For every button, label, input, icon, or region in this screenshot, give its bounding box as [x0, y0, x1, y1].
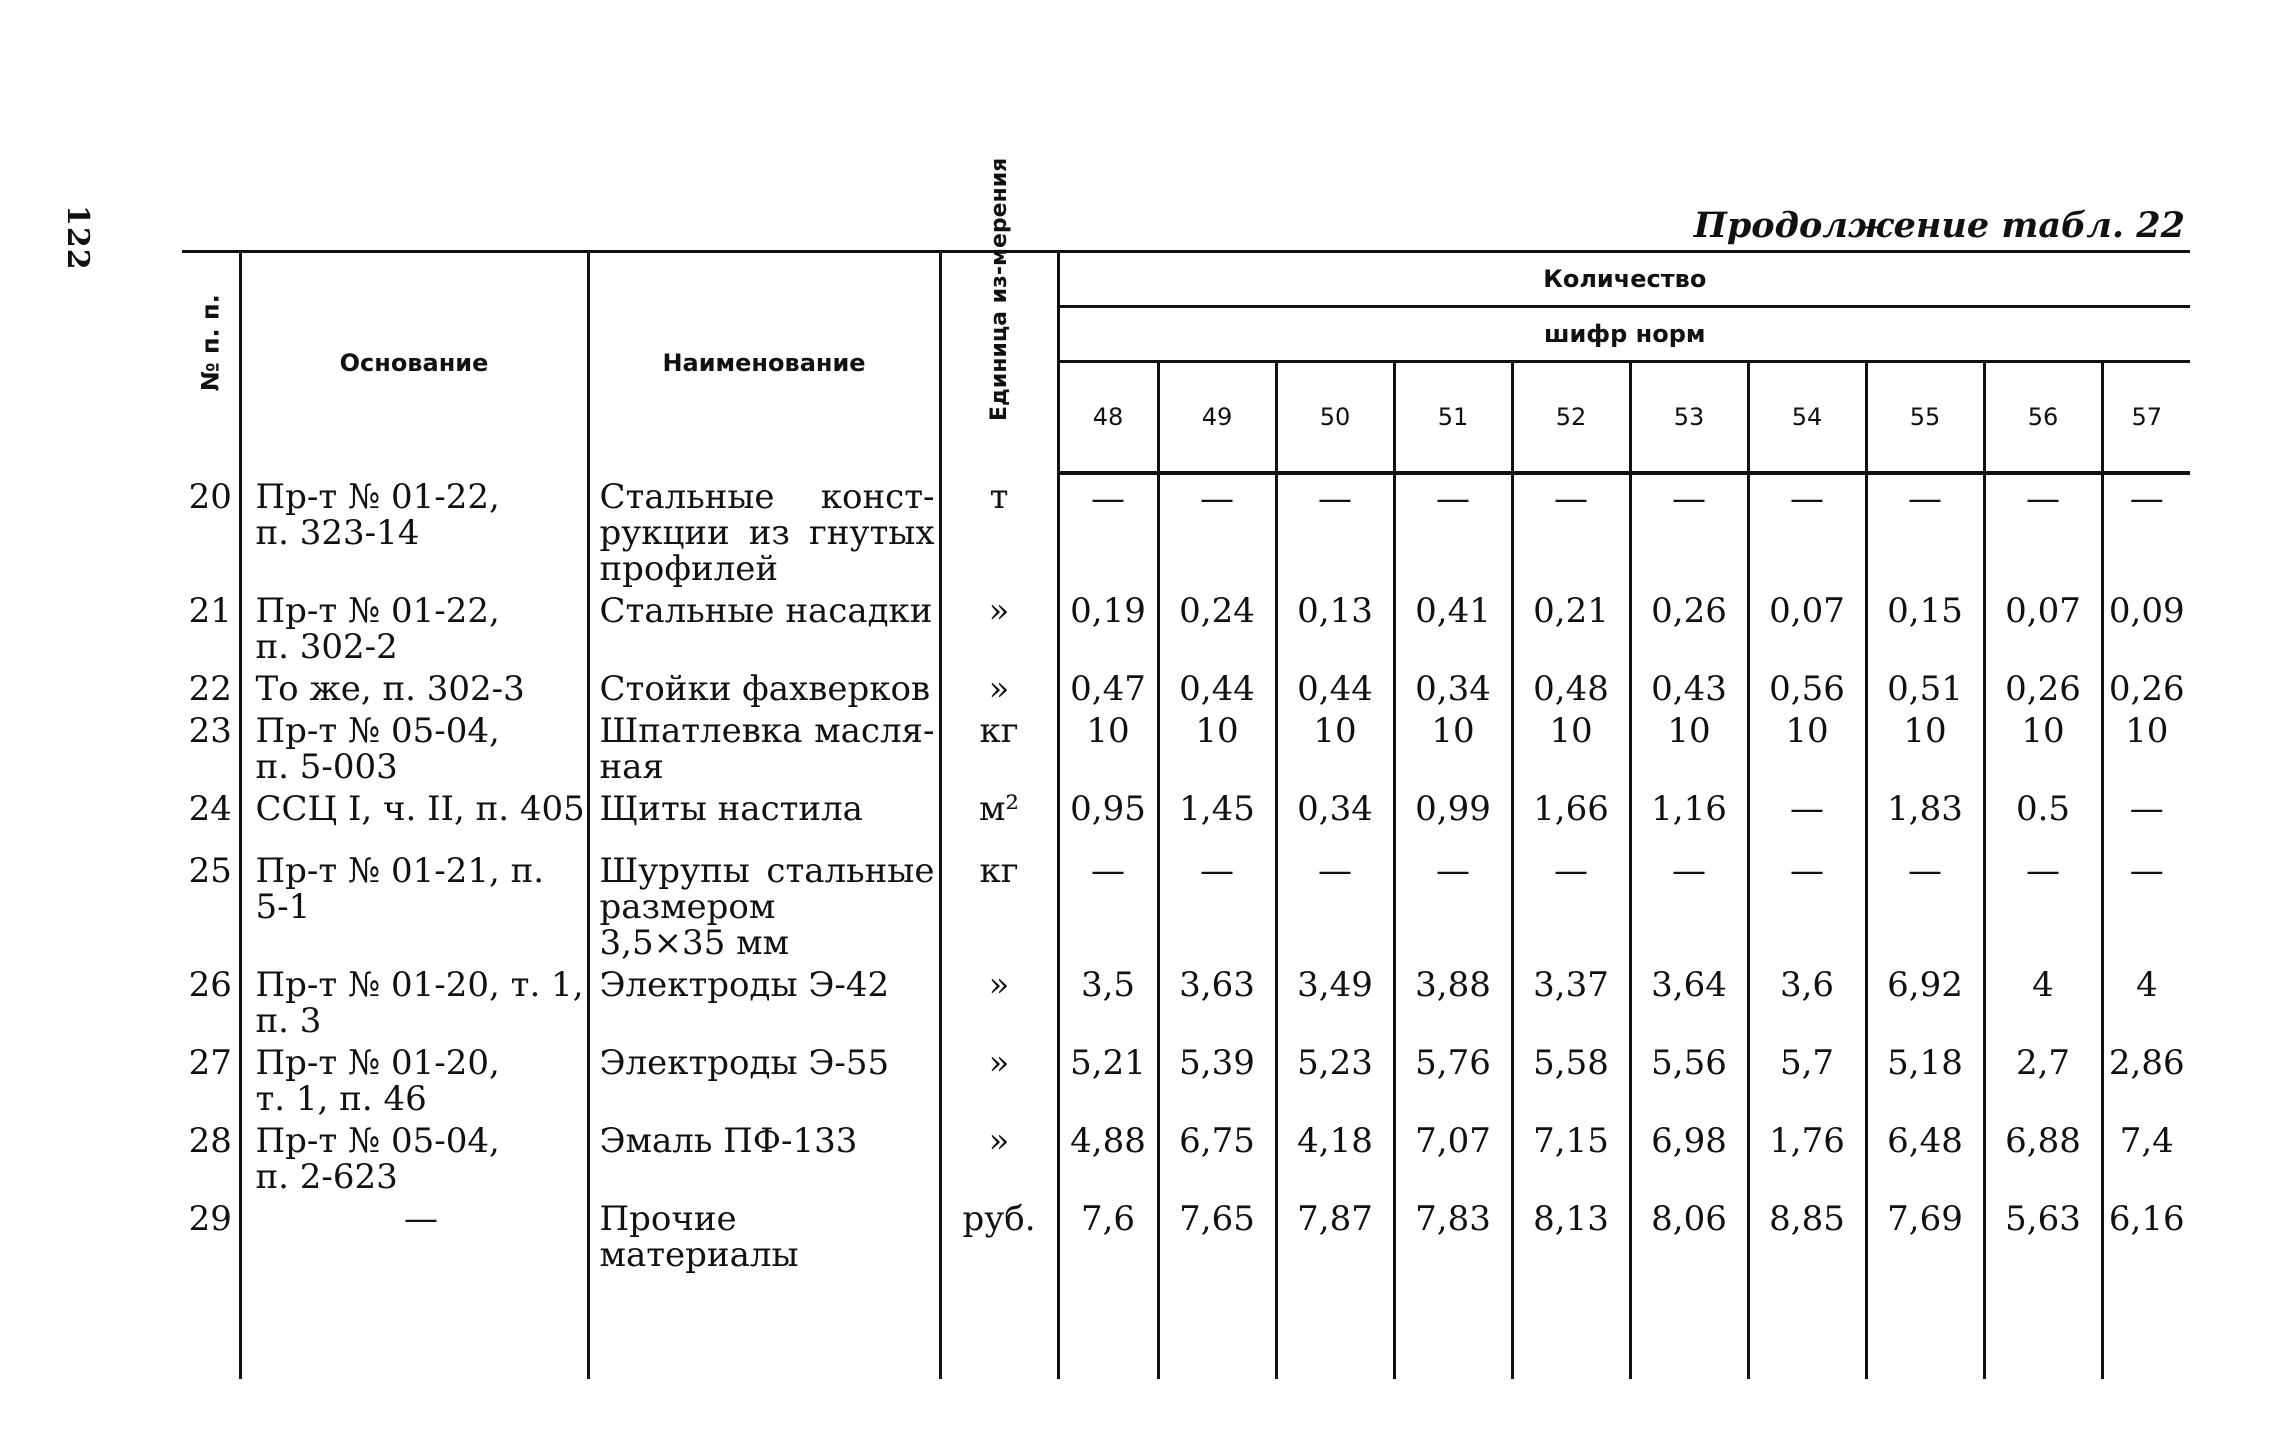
row-value-48: — — [1058, 847, 1158, 961]
header-quantity: Количество — [1058, 252, 2190, 307]
row-value-55: 5,18 — [1866, 1039, 1984, 1117]
row-unit: » — [940, 665, 1058, 707]
header-basis: Основание — [240, 252, 588, 474]
row-value-57: 2,86 — [2102, 1039, 2190, 1117]
row-value-51: 7,07 — [1394, 1117, 1512, 1195]
row-value-48: 0,19 — [1058, 587, 1158, 665]
row-value-55: — — [1866, 473, 1984, 587]
row-basis: Пр-т № 01-22, п. 323-14 — [240, 473, 588, 587]
row-value-49: — — [1158, 473, 1276, 587]
row-value-48: — — [1058, 473, 1158, 587]
row-value-50: 10 — [1276, 707, 1394, 785]
row-value-50: 5,23 — [1276, 1039, 1394, 1117]
row-value-52: 1,66 — [1512, 785, 1630, 847]
header-code-53: 53 — [1630, 362, 1748, 474]
row-value-53: 0,43 — [1630, 665, 1748, 707]
row-basis: ССЦ I, ч. II, п. 405 — [240, 785, 588, 847]
row-value-52: 10 — [1512, 707, 1630, 785]
row-value-49: 6,75 — [1158, 1117, 1276, 1195]
row-unit: кг — [940, 707, 1058, 785]
row-value-52: 5,58 — [1512, 1039, 1630, 1117]
row-value-57: 6,16 — [2102, 1195, 2190, 1273]
row-value-55: 6,48 — [1866, 1117, 1984, 1195]
header-code-57: 57 — [2102, 362, 2190, 474]
row-name: Щиты настила — [588, 785, 940, 847]
row-basis: Пр-т № 05-04, п. 2-623 — [240, 1117, 588, 1195]
row-value-50: — — [1276, 473, 1394, 587]
table-row — [182, 473, 2190, 587]
row-value-55: 0,15 — [1866, 587, 1984, 665]
row-name: Электроды Э-55 — [588, 1039, 940, 1117]
row-unit: » — [940, 1039, 1058, 1117]
header-cipher: шифр норм — [1058, 307, 2190, 362]
row-value-48: 0,95 — [1058, 785, 1158, 847]
row-unit: » — [940, 587, 1058, 665]
header-code-50: 50 — [1276, 362, 1394, 474]
row-number: 23 — [188, 711, 232, 751]
row-value-55: 6,92 — [1866, 961, 1984, 1039]
row-value-51: 0,34 — [1394, 665, 1512, 707]
row-value-57: — — [2102, 473, 2190, 587]
row-value-54: 0,07 — [1748, 587, 1866, 665]
row-number: 25 — [188, 851, 232, 891]
table-row — [182, 785, 2190, 847]
row-number: 26 — [188, 965, 232, 1005]
row-value-57: — — [2102, 785, 2190, 847]
row-value-57: 0,26 — [2102, 665, 2190, 707]
row-basis: Пр-т № 01-20, т. 1, п. 3 — [240, 961, 588, 1039]
row-value-49: 3,63 — [1158, 961, 1276, 1039]
row-value-51: 7,83 — [1394, 1195, 1512, 1273]
row-value-55: 7,69 — [1866, 1195, 1984, 1273]
row-value-56: 5,63 — [1984, 1195, 2102, 1273]
row-value-51: 10 — [1394, 707, 1512, 785]
row-value-53: 5,56 — [1630, 1039, 1748, 1117]
table-row — [182, 707, 2190, 785]
row-value-53: 3,64 — [1630, 961, 1748, 1039]
row-value-56: — — [1984, 473, 2102, 587]
row-value-50: 0,34 — [1276, 785, 1394, 847]
table-row — [182, 665, 2190, 707]
row-name: Шпатлевка масля- ная — [588, 707, 940, 785]
table-row — [182, 1195, 2190, 1273]
row-value-56: 0,07 — [1984, 587, 2102, 665]
row-value-56: 0.5 — [1984, 785, 2102, 847]
row-value-57: 10 — [2102, 707, 2190, 785]
row-value-51: — — [1394, 473, 1512, 587]
row-basis: Пр-т № 05-04, п. 5-003 — [240, 707, 588, 785]
row-number: 24 — [188, 789, 232, 829]
row-value-48: 10 — [1058, 707, 1158, 785]
row-number: 28 — [188, 1121, 232, 1161]
row-value-53: 8,06 — [1630, 1195, 1748, 1273]
row-value-55: 10 — [1866, 707, 1984, 785]
row-value-57: 4 — [2102, 961, 2190, 1039]
row-basis: Пр-т № 01-22, п. 302-2 — [240, 587, 588, 665]
row-name: Эмаль ПФ-133 — [588, 1117, 940, 1195]
header-code-51: 51 — [1394, 362, 1512, 474]
row-value-53: 10 — [1630, 707, 1748, 785]
row-unit: т — [940, 473, 1058, 587]
table-row-spacer — [182, 1273, 2190, 1379]
page-number: 122 — [60, 205, 95, 271]
row-value-51: 0,41 — [1394, 587, 1512, 665]
row-value-49: 5,39 — [1158, 1039, 1276, 1117]
row-value-50: 0,44 — [1276, 665, 1394, 707]
table-row — [182, 961, 2190, 1039]
row-value-54: — — [1748, 473, 1866, 587]
row-unit: кг — [940, 847, 1058, 961]
row-value-57: 0,09 — [2102, 587, 2190, 665]
row-name: Стойки фахверков — [588, 665, 940, 707]
row-value-52: 0,21 — [1512, 587, 1630, 665]
row-value-53: — — [1630, 473, 1748, 587]
row-value-55: 1,83 — [1866, 785, 1984, 847]
header-code-55: 55 — [1866, 362, 1984, 474]
header-code-56: 56 — [1984, 362, 2102, 474]
row-value-55: — — [1866, 847, 1984, 961]
row-value-54: 8,85 — [1748, 1195, 1866, 1273]
row-value-57: 7,4 — [2102, 1117, 2190, 1195]
row-value-54: 5,7 — [1748, 1039, 1866, 1117]
row-value-53: — — [1630, 847, 1748, 961]
row-value-51: 0,99 — [1394, 785, 1512, 847]
row-value-49: 1,45 — [1158, 785, 1276, 847]
row-number: 29 — [188, 1199, 232, 1239]
table-row — [182, 1039, 2190, 1117]
row-value-54: — — [1748, 785, 1866, 847]
row-value-49: — — [1158, 847, 1276, 961]
row-value-50: — — [1276, 847, 1394, 961]
row-number: 20 — [188, 477, 232, 517]
header-name: Наименование — [588, 252, 940, 474]
header-code-48: 48 — [1058, 362, 1158, 474]
row-value-49: 7,65 — [1158, 1195, 1276, 1273]
row-value-50: 3,49 — [1276, 961, 1394, 1039]
row-value-56: — — [1984, 847, 2102, 961]
row-value-49: 0,24 — [1158, 587, 1276, 665]
row-value-56: 4 — [1984, 961, 2102, 1039]
row-value-54: — — [1748, 847, 1866, 961]
row-value-48: 3,5 — [1058, 961, 1158, 1039]
continuation-title: Продолжение табл. 22 — [1693, 205, 2185, 246]
row-value-53: 1,16 — [1630, 785, 1748, 847]
header-code-54: 54 — [1748, 362, 1866, 474]
row-basis: Пр-т № 01-20, т. 1, п. 46 — [240, 1039, 588, 1117]
row-unit: » — [940, 961, 1058, 1039]
row-value-49: 0,44 — [1158, 665, 1276, 707]
row-value-52: 7,15 — [1512, 1117, 1630, 1195]
row-value-48: 5,21 — [1058, 1039, 1158, 1117]
row-name: Прочие материалы — [588, 1195, 940, 1273]
row-number: 22 — [188, 669, 232, 709]
row-value-50: 4,18 — [1276, 1117, 1394, 1195]
row-number: 21 — [188, 591, 232, 631]
row-value-49: 10 — [1158, 707, 1276, 785]
row-name: Шурупы стальные размером 3,5×35 мм — [588, 847, 940, 961]
row-value-51: — — [1394, 847, 1512, 961]
row-value-52: — — [1512, 473, 1630, 587]
row-value-48: 4,88 — [1058, 1117, 1158, 1195]
header-num: № п. п. — [182, 252, 240, 474]
row-value-54: 0,56 — [1748, 665, 1866, 707]
row-basis: Пр-т № 01-21, п. 5-1 — [240, 847, 588, 961]
table-row — [182, 587, 2190, 665]
row-name: Стальные конст- рукции из гнутых профилей — [588, 473, 940, 587]
row-number: 27 — [188, 1043, 232, 1083]
row-value-54: 1,76 — [1748, 1117, 1866, 1195]
row-value-56: 6,88 — [1984, 1117, 2102, 1195]
row-name: Стальные насадки — [588, 587, 940, 665]
row-value-52: — — [1512, 847, 1630, 961]
header-code-49: 49 — [1158, 362, 1276, 474]
row-value-54: 10 — [1748, 707, 1866, 785]
row-value-50: 0,13 — [1276, 587, 1394, 665]
row-value-52: 8,13 — [1512, 1195, 1630, 1273]
row-unit: м² — [940, 785, 1058, 847]
row-basis: То же, п. 302-3 — [240, 665, 588, 707]
row-value-52: 3,37 — [1512, 961, 1630, 1039]
row-value-54: 3,6 — [1748, 961, 1866, 1039]
row-value-53: 0,26 — [1630, 587, 1748, 665]
row-value-48: 7,6 — [1058, 1195, 1158, 1273]
row-value-50: 7,87 — [1276, 1195, 1394, 1273]
row-unit: руб. — [940, 1195, 1058, 1273]
row-unit: » — [940, 1117, 1058, 1195]
row-value-52: 0,48 — [1512, 665, 1630, 707]
row-value-53: 6,98 — [1630, 1117, 1748, 1195]
row-value-56: 0,26 — [1984, 665, 2102, 707]
header-unit: Единица из-мерения — [940, 252, 1058, 474]
row-value-55: 0,51 — [1866, 665, 1984, 707]
row-value-48: 0,47 — [1058, 665, 1158, 707]
table-row — [182, 847, 2190, 961]
header-code-52: 52 — [1512, 362, 1630, 474]
row-value-56: 2,7 — [1984, 1039, 2102, 1117]
table-row — [182, 1117, 2190, 1195]
row-value-56: 10 — [1984, 707, 2102, 785]
row-value-51: 5,76 — [1394, 1039, 1512, 1117]
row-name: Электроды Э-42 — [588, 961, 940, 1039]
row-value-57: — — [2102, 847, 2190, 961]
row-value-51: 3,88 — [1394, 961, 1512, 1039]
row-basis: — — [240, 1195, 588, 1273]
